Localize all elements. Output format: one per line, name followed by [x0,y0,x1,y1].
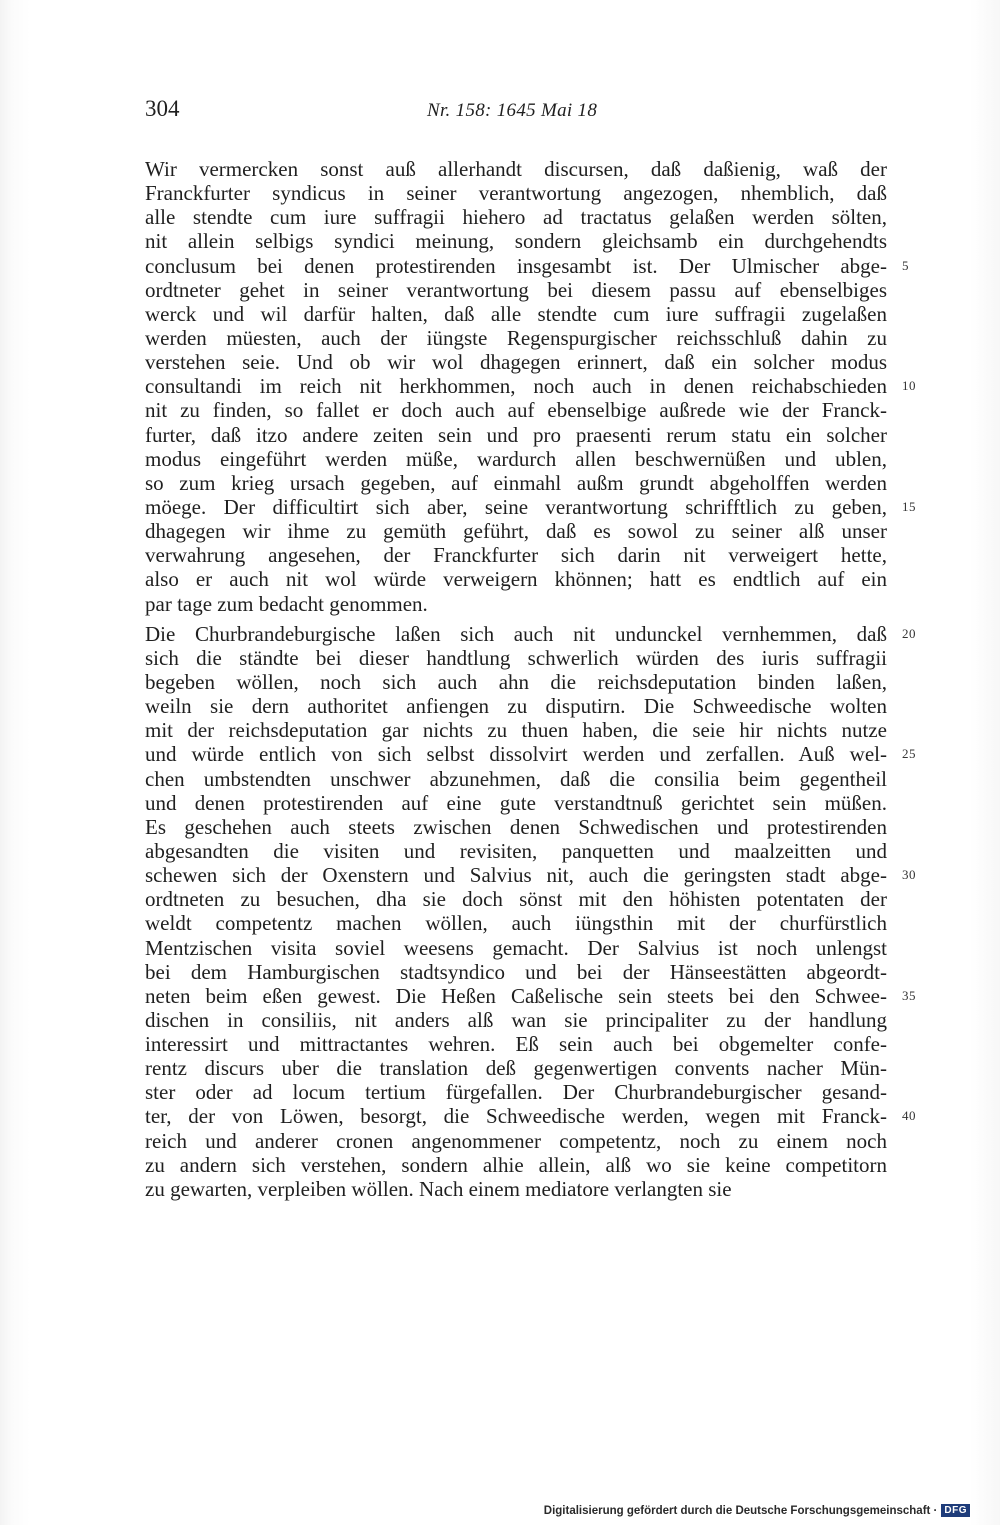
text-line [145,1129,887,1153]
line-text: Es geschehen auch steets zwischen denen Schwedischen und protestirenden [145,814,887,839]
line-text: werden müesten, auch der iüngste Regenspurgischer reichsschluß dahin zu [145,325,887,350]
text-line [145,1153,887,1177]
text-line [145,1008,887,1032]
line-text: Franckfurter syndicus in seiner verantwortung angezogen, nhemblich, daß [145,181,887,206]
line-text: weldt competentz machen wöllen, auch iüngsthin mit der churfürstlich [145,911,887,936]
line-text: interessirt und mittractantes wehren. Eß sein auch bei obgemelter confe- [145,1032,887,1057]
text-line [145,863,916,888]
page-number: 304 [145,96,180,121]
line-text: werck und wil darfür halten, daß alle stendte cum iure suffragii zugelaßen [145,301,887,326]
text-line [145,592,887,616]
text-line [145,350,887,374]
line-text: nit zu finden, so fallet er doch auch auf ebenselbige außrede wie der Franck- [145,398,887,423]
line-text: so zum krieg ursach gegeben, auf einmahl außm grundt abgeholffen werden [145,470,887,495]
text-line [145,1080,887,1104]
text-line [145,181,887,205]
line-number: 30 [902,867,916,883]
line-text: schewen sich der Oxenstern und Salvius nit, auch die geringsten stadt abge- [145,863,887,888]
text-line [145,494,916,519]
text-line [145,205,887,229]
line-text: chen umbstendten unschwer abzunehmen, daß die consilia beim gegentheil [145,766,887,791]
text-line [145,423,887,447]
line-number: 15 [902,498,916,514]
line-number: 20 [902,625,916,641]
text-line [145,670,887,694]
text-line [145,694,887,718]
running-head: Nr. 158: 1645 Mai 18 [427,100,598,121]
line-text: neten beim eßen gewest. Die Heßen Caßelische sein steets bei den Schwee- [145,983,887,1008]
line-text: ordtneter gehet in seiner verantwortung bei diesem passu auf ebenselbiges [145,277,887,302]
text-line [145,767,887,791]
text-line [145,1056,887,1080]
line-text: Die Churbrandeburgische laßen sich auch nit undunckel vernhemmen, daß [145,621,887,646]
text-line [145,839,887,863]
line-text: alle stendte cum iure suffragii hiehero ad tractatus gelaßen werden sölten, [145,205,887,230]
text-line [145,1032,887,1056]
text-line [145,567,887,591]
line-number: 25 [902,746,916,762]
line-text: Wir vermercken sonst auß allerhandt discursen, daß daßienig, waß der [145,157,887,181]
line-text: rentz discurs uber die translation deß gegenwertigen convents nacher Mün- [145,1056,887,1081]
line-text: möege. Der difficultirt sich aber, seine verantwortung schrifftlich zu geben, [145,494,887,519]
text-line [145,1104,916,1129]
line-text: furter, daß itzo andere zeiten sein und pro praesenti rerum statu ein solcher [145,422,887,447]
line-number: 35 [902,987,916,1003]
line-text: zu gewarten, verpleiben wöllen. Nach einem mediatore verlangten sie [145,1176,732,1201]
text-line [145,742,916,767]
text-line [145,398,887,422]
text-line [145,278,887,302]
text-line [145,791,887,815]
line-text: und denen protestirenden auf eine gute verstandtnuß gerichtet sein müßen. [145,790,887,815]
line-text: weiln sie dern authoritet anfiengen zu disputirn. Die Schweedische wolten [145,694,887,719]
line-text: begeben wöllen, noch sich auch ahn die reichsdeputation binden laßen, [145,669,887,694]
text-line [145,253,909,278]
line-text: ster oder ad locum tertium fürgefallen. Der Churbrandeburgischer gesand- [145,1080,887,1105]
line-text: zu andern sich verstehen, sondern alhie allein, alß wo sie keine competitorn [145,1152,887,1177]
text-line [145,157,887,181]
line-text: Mentzischen visita soviel weesens gemacht. Der Salvius ist noch unlengst [145,935,887,960]
text-line [145,1177,887,1201]
line-text: conclusum bei denen protestirenden insgesambt ist. Der Ulmischer abge- [145,253,887,278]
line-text: bei dem Hamburgischen stadtsyndico und bei der Hänseestätten abgeordt- [145,959,887,984]
text-line [145,519,887,543]
line-number: 10 [902,378,916,394]
line-text: sich die ständte bei dieser handtlung schwerlich würden des iuris suffragii [145,645,887,670]
line-number: 40 [902,1108,916,1124]
line-text: nit allein selbigs syndici meinung, sondern gleichsamb ein durchgehendts [145,229,887,254]
line-text: modus eingeführt werden müße, wardurch allen beschwernüßen und ublen, [145,446,887,471]
text-line [145,471,887,495]
line-text: par tage zum bedacht genommen. [145,591,428,616]
paragraph [145,621,916,1201]
line-text: dhagegen wir ihme zu gemüth geführt, daß es sowol zu seiner alß unser [145,519,887,544]
text-line [145,911,887,935]
line-text: und würde entlich von sich selbst dissolvirt werden und zerfallen. Auß wel- [145,742,887,767]
text-line [145,815,887,839]
line-text: also er auch nit wol würde verweigern khönnen; hatt es endtlich auf ein [145,567,887,592]
text-line [145,960,887,984]
text-line [145,621,916,646]
text-line [145,447,887,471]
line-text: dischen in consiliis, nit anders alß wan sie principaliter zu der handlung [145,1007,887,1032]
text-line [145,302,887,326]
line-text: verstehen seie. Und ob wir wol dhagegen erinnert, daß ein solcher modus [145,350,887,375]
text-line [145,983,916,1008]
line-number: 5 [902,257,909,273]
line-text: ordtneten zu besuchen, dha sie doch sönst mit den höhisten potentaten der [145,887,887,912]
text-line [145,543,887,567]
credit-text: Digitalisierung gefördert durch die Deutsche Forschungsgemeinschaft · [543,1504,938,1517]
line-text: reich und anderer cronen angenommener competentz, noch zu einem noch [145,1128,887,1153]
text-line [145,374,916,399]
digitization-credit [544,1504,970,1517]
text-line [145,646,887,670]
body-text [145,157,916,1201]
line-text: mit der reichsdeputation gar nichts zu thuen haben, die seie hir nichts nutze [145,718,887,743]
text-line [145,887,887,911]
text-line [145,229,887,253]
text-line [145,936,887,960]
line-text: ter, der von Löwen, besorgt, die Schweedische werden, wegen mit Franck- [145,1104,887,1129]
text-line [145,326,887,350]
line-text: consultandi im reich nit herkhommen, noch auch in denen reichabschieden [145,374,887,399]
text-line [145,718,887,742]
line-text: verwahrung angesehen, der Franckfurter sich darin nit verweigert hette, [145,543,887,568]
line-text: abgesandten die visiten und revisiten, panquetten und maalzeitten und [145,838,887,863]
paragraph [145,157,916,616]
dfg-logo-icon: DFG [941,1504,970,1517]
